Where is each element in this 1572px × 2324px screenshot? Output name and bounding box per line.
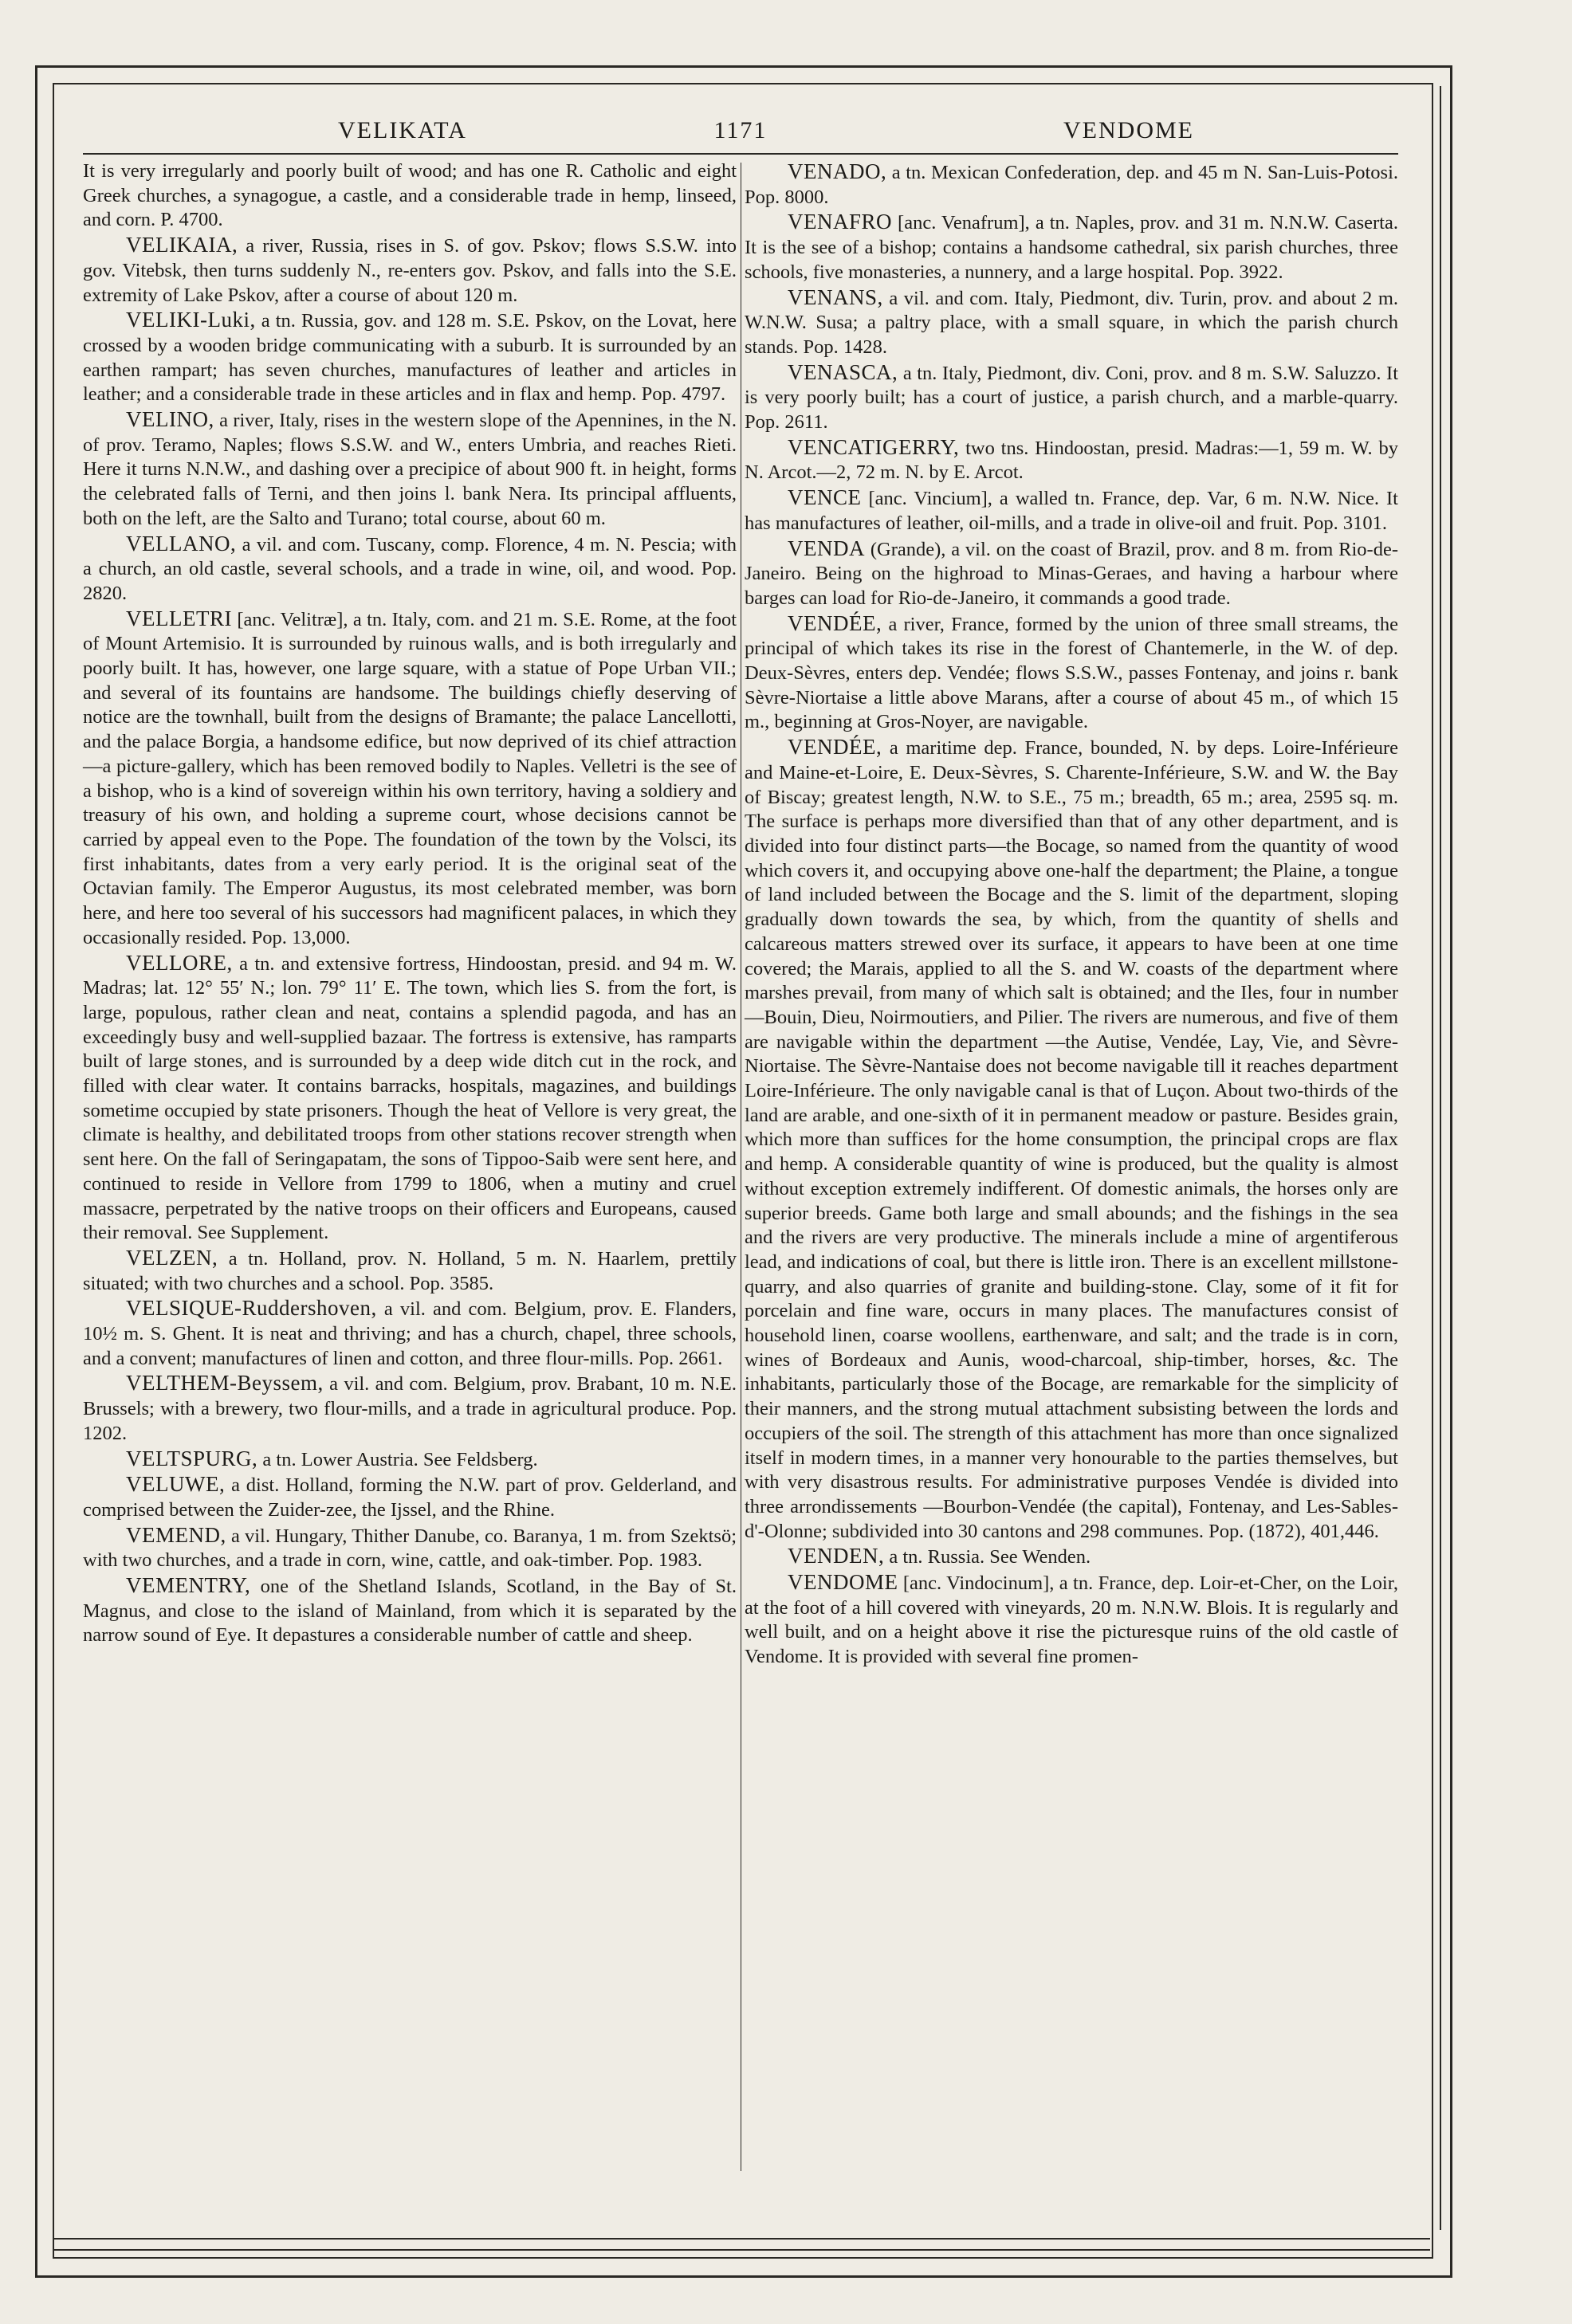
entry-text: a vil. and com. Tuscany, comp. Florence, 4 m. N. Pescia; with a church, an old castle, several schools, and a trade in wine, oil, and wood. Pop. 2820. bbox=[83, 533, 737, 604]
entry-headword: VENASCA, bbox=[788, 359, 898, 384]
dictionary-entry bbox=[83, 407, 737, 532]
dictionary-entry bbox=[745, 485, 1398, 536]
page-number: 1171 bbox=[713, 117, 768, 143]
entry-headword: VENDA bbox=[788, 536, 865, 560]
bottom-rule bbox=[53, 2249, 1430, 2251]
dictionary-entry bbox=[83, 532, 737, 607]
dictionary-entry bbox=[745, 210, 1398, 285]
dictionary-entry bbox=[83, 1523, 737, 1573]
dictionary-entry bbox=[745, 159, 1398, 210]
dictionary-entry bbox=[745, 435, 1398, 485]
entry-text: one of the Shetland Islands, Scotland, in the Bay of St. Magnus, and close to the island of Mainland, from which it is separated by the narrow sound of Eye. It depastures a considerable number of cattle and sheep. bbox=[83, 1576, 737, 1647]
entry-headword: VENAFRO bbox=[788, 210, 893, 234]
entry-text: a tn. Lower Austria. See Feldsberg. bbox=[262, 1448, 538, 1470]
entry-headword: VENDÉE, bbox=[788, 735, 882, 760]
margin-rule bbox=[1440, 86, 1441, 2230]
dictionary-entry bbox=[745, 360, 1398, 435]
entry-headword: VENDEN, bbox=[788, 1544, 885, 1568]
dictionary-page bbox=[83, 108, 1398, 2204]
entry-text: a tn. Russia, gov. and 128 m. S.E. Pskov, on the Lovat, here crossed by a wooden bridge communicating with a suburb. It is surrounded by an earthen rampart; has seven churches, manufactures of leather and articles in leather; and a considerable trade in these articles and in flax and hemp. Pop. 4797. bbox=[83, 310, 737, 406]
dictionary-entry bbox=[83, 951, 737, 1246]
dictionary-entry bbox=[745, 1570, 1398, 1670]
dictionary-entry bbox=[83, 1472, 737, 1522]
entry-headword: VENADO, bbox=[788, 159, 887, 183]
entry-text: a tn. Russia. See Wenden. bbox=[889, 1546, 1091, 1568]
dictionary-entry bbox=[83, 607, 737, 951]
dictionary-entry bbox=[83, 233, 737, 308]
entry-text: [anc. Venafrum], a tn. Naples, prov. and 31 m. N.N.W. Caserta. It is the see of a bishop; contains a handsome cathedral, six parish churches, three schools, five monasteries, a nunnery, and a large hospital. Pop. 3922. bbox=[745, 212, 1398, 283]
dictionary-entry bbox=[745, 735, 1398, 1544]
entry-text: a tn. Holland, prov. N. Holland, 5 m. N. Haarlem, prettily situated; with two churches and a school. Pop. 3585. bbox=[83, 1247, 737, 1294]
right-column bbox=[745, 159, 1398, 2171]
header-right-word: VENDOME bbox=[1063, 117, 1194, 143]
entry-headword: VELLORE, bbox=[126, 950, 233, 975]
entry-headword: VEMEND, bbox=[126, 1522, 226, 1547]
entry-headword: VELSIQUE-Ruddershoven, bbox=[126, 1296, 377, 1321]
entry-text: a vil. and com. Belgium, prov. Brabant, 10 m. N.E. Brussels; with a brewery, two flour-mills, and a trade in agricultural produce. Pop. 1202. bbox=[83, 1373, 737, 1444]
entry-text: two tns. Hindoostan, presid. Madras:—1, 59 m. W. by N. Arcot.—2, 72 m. N. by E. Arcot. bbox=[745, 437, 1398, 484]
entry-text: It is very irregularly and poorly built of wood; and has one R. Catholic and eight Greek churches, a synagogue, a castle, and a considerable trade in hemp, linseed, and corn. P. 4700. bbox=[83, 160, 737, 231]
entry-text: a vil. and com. Italy, Piedmont, div. Turin, prov. and about 2 m. W.N.W. Susa; a paltry place, with a small square, in which the parish church stands. Pop. 1428. bbox=[745, 287, 1399, 358]
dictionary-entry bbox=[745, 1544, 1398, 1570]
entry-headword: VENDOME bbox=[788, 1570, 898, 1595]
entry-headword: VELZEN, bbox=[126, 1245, 218, 1270]
text-columns bbox=[83, 159, 1398, 2171]
entry-text: [anc. Vincium], a walled tn. France, dep. Var, 6 m. N.W. Nice. It has manufactures of leather, oil-mills, and a trade in olive-oil and fruit. Pop. 3101. bbox=[745, 488, 1398, 534]
dictionary-entry bbox=[83, 1296, 737, 1371]
entry-text: a maritime dep. France, bounded, N. by deps. Loire-Inférieure and Maine-et-Loire, E. Deux-Sèvres, S. Charente-Inférieure, S.W. and W. the Bay of Biscay; greatest length, N.W. to S.E., 75 m.; breadth, 65 m.; area, 2595 sq. m. The surface is perhaps more diversified than that of any other department, and is divided into four distinct parts—the Bocage, so named from the quantity of wood which covers it, and occupying above one-half the department; the Plaine, a tongue of land included between the Bocage and the S. limit of the department, sloping gradually down towards the sea, by which, from the quantity of shells and calcareous matters strewed over its surface, it appears to have been at one time covered; the Marais, applied to all the S. and W. coasts of the department where marshes prevail, from many of which salt is obtained; and the Iles, four in number—Bouin, Dieu, Noirmoutiers, and Pilier. The rivers are numerous, and five of them are navigable within the department —the Autise, Vendée, Lay, Vie, and Sèvre-Niortaise. The Sèvre-Nantaise does not become navigable till it reaches department Loire-Inférieure. The only navigable canal is that of Luçon. About two-thirds of the land are arable, and one-sixth of it in permanent meadow or pasture. Besides grain, which more than suffices for the home consumption, the principal crops are flax and hemp. A considerable quantity of wine is produced, but the quality is almost without exception extremely indifferent. Of domestic animals, the horses only are superior breeds. Game both large and small abounds; and the fishings in the sea and the rivers are very productive. The minerals include a mine of argentiferous lead, and indications of coal, but there is little iron. There is an excellent millstone-quarry, and also quarries of granite and building-stone. Clay, some of it fit for porcelain and fine ware, occurs in many places. The manufactures consist of household linen, coarse woollens, earthenware, and salt; and the trade is in corn, wines of Bordeaux and Aunis, wood-charcoal, ship-timber, horses, &c. The inhabitants, particularly those of the Bocage, are remarkable for the simplicity of their manners, and the strong mutual attachment subsisting between the lords and occupiers of the soil. The strength of this attachment has more than once signalized itself in modern times, in a manner very honourable to the parties themselves, but with very disastrous results. For administrative purposes Vendée is divided into three arrondissements —Bourbon-Vendée (the capital), Fontenay, and Les-Sables-d'-Olonne; subdivided into 30 cantons and 298 communes. Pop. (1872), 401,446. bbox=[745, 737, 1399, 1542]
dictionary-entry bbox=[83, 1246, 737, 1296]
entry-headword: VELTHEM-Beyssem, bbox=[126, 1371, 324, 1396]
entry-headword: VELTSPURG, bbox=[126, 1446, 258, 1470]
entry-text: a tn. and extensive fortress, Hindoostan, presid. and 94 m. W. Madras; lat. 12° 55′ N.; lon. 79° 11′ E. The town, which lies S. from the fort, is large, populous, rather clean and neat, contains a splendid pagoda, and has an exceedingly busy and well-supplied bazaar. The fortress is extensive, has ramparts built of large stones, and is surrounded by a deep wide ditch cut in the rock, and filled with clear water. It contains barracks, hospitals, magazines, and buildings sometime occupied by state prisoners. Though the heat of Vellore is very great, the climate is healthy, and debilitated troops from other stations recover strength when sent here. On the fall of Seringapatam, the sons of Tippoo-Saib were sent here, and continued to reside in Vellore from 1799 to 1806, when a mutiny and cruel massacre, perpetrated by the native troops on their officers and Europeans, caused their removal. See Supplement. bbox=[83, 952, 737, 1244]
entry-headword: VELLETRI bbox=[126, 606, 232, 630]
entry-text: a dist. Holland, forming the N.W. part of prov. Gelderland, and comprised between the Zuider-zee, the Ijssel, and the Rhine. bbox=[83, 1474, 737, 1521]
dictionary-entry bbox=[83, 1573, 737, 1648]
entry-text: a vil. and com. Belgium, prov. E. Flanders, 10½ m. S. Ghent. It is neat and thriving; and has a church, chapel, three schools, and a convent; manufactures of linen and cotton, and three flour-mills. Pop. 2661. bbox=[83, 1298, 737, 1369]
entry-text: a tn. Mexican Confederation, dep. and 45 m N. San-Luis-Potosi. Pop. 8000. bbox=[745, 162, 1399, 208]
dictionary-entry bbox=[745, 285, 1398, 360]
entry-text: a vil. Hungary, Thither Danube, co. Baranya, 1 m. from Szektsö; with two churches, and a trade in corn, wine, cattle, and oak-timber. Pop. 1983. bbox=[83, 1525, 737, 1572]
entry-headword: VELLANO, bbox=[126, 531, 237, 555]
dictionary-entry bbox=[83, 1371, 737, 1446]
entry-headword: VENANS, bbox=[788, 285, 883, 309]
entry-text: a tn. Italy, Piedmont, div. Coni, prov. and 8 m. S.W. Saluzzo. It is very poorly built; has a court of justice, a parish church, and a marble-quarry. Pop. 2611. bbox=[745, 362, 1399, 434]
entry-headword: VELINO, bbox=[126, 407, 214, 432]
entry-headword: VENCE bbox=[788, 485, 862, 510]
running-header bbox=[83, 108, 1398, 155]
bottom-rule bbox=[53, 2238, 1430, 2240]
entry-text: a river, France, formed by the union of three small streams, the principal of which takes its rise in the forest of Chantemerle, in the W. of dep. Deux-Sèvres, enters dep. Vendée; flows S.S.W., passes Fontenay, and joins r. bank Sèvre-Niortaise a little above Marans, after a course of about 45 m., of which 15 m., beginning at Gros-Noyer, are navigable. bbox=[745, 613, 1398, 733]
dictionary-entry bbox=[83, 1447, 737, 1473]
entry-text: a river, Russia, rises in S. of gov. Pskov; flows S.S.W. into gov. Vitebsk, then turns suddenly N., re-enters gov. Pskov, and falls into the S.E. extremity of Lake Pskov, after a course of about 120 m. bbox=[83, 235, 737, 306]
entry-text: (Grande), a vil. on the coast of Brazil, prov. and 8 m. from Rio-de-Janeiro. Being on the highroad to Minas-Geraes, and having a harbour where barges can load for Rio-de-Janeiro, it commands a good trade. bbox=[745, 538, 1398, 609]
dictionary-entry bbox=[83, 159, 737, 233]
left-column bbox=[83, 159, 737, 2171]
dictionary-entry bbox=[83, 308, 737, 407]
entry-text: [anc. Vindocinum], a tn. France, dep. Loir-et-Cher, on the Loir, at the foot of a hill covered with vineyards, 20 m. N.N.W. Blois. It is regularly and well built, and on a height above it rise the picturesque ruins of the old castle of Vendome. It is provided with several fine promen- bbox=[745, 1572, 1398, 1668]
entry-headword: VELIKI-Luki, bbox=[126, 308, 256, 332]
header-left-word: VELIKATA bbox=[338, 117, 467, 143]
entry-headword: VELUWE, bbox=[126, 1472, 226, 1497]
entry-headword: VENCATIGERRY, bbox=[788, 434, 960, 459]
dictionary-entry bbox=[745, 536, 1398, 611]
entry-headword: VELIKAIA, bbox=[126, 233, 238, 257]
entry-text: a river, Italy, rises in the western slope of the Apennines, in the N. of prov. Teramo, Naples; flows S.S.W. and W., enters Umbria, and reaches Rieti. Here it turns N.N.W., and dashing over a precipice of about 900 ft. in height, forms the celebrated falls of Terni, and then joins l. bank Nera. Its principal affluents, both on the left, are the Salto and Turano; total course, about 60 m. bbox=[83, 410, 737, 529]
entry-headword: VENDÉE, bbox=[788, 610, 882, 635]
entry-text: [anc. Velitræ], a tn. Italy, com. and 21 m. S.E. Rome, at the foot of Mount Artemisio. It is surrounded by ruinous walls, and is both irregularly and poorly built. It has, however, one large square, with a statue of Pope Urban VII.; and several of its fountains are handsome. The buildings chiefly deserving of notice are the townhall, built from the designs of Bramante; the palace Lancellotti, and the palace Borgia, a handsome edifice, but now deprived of its chief attraction—a picture-gallery, which has been removed bodily to Naples. Velletri is the see of a bishop, who is a kind of sovereign within his own territory, having a soldiery and treasury of his own, and holding a supreme court, whose decisions cannot be carried by appeal even to the Pope. The foundation of the town by the Volsci, its first inhabitants, dates from a very early period. It is the original seat of the Octavian family. The Emperor Augustus, its most celebrated member, was born here, and here too several of his successors had magnificent palaces, in which they occasionally resided. Pop. 13,000. bbox=[83, 608, 737, 948]
dictionary-entry bbox=[745, 611, 1398, 736]
entry-headword: VEMENTRY, bbox=[126, 1573, 251, 1598]
